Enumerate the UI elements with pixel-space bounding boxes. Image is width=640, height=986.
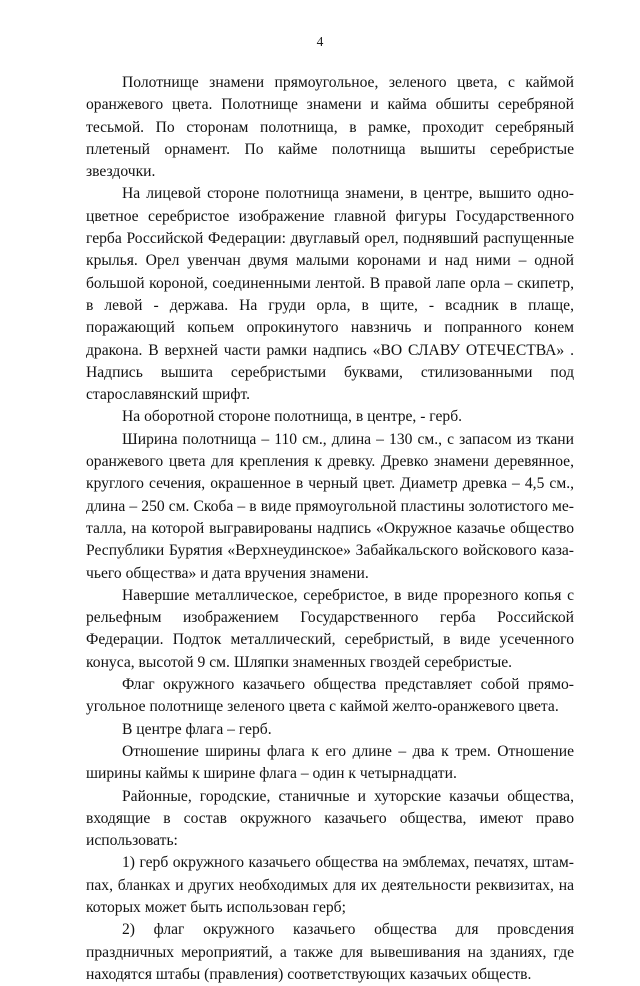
list-item-1: 1) герб окружного казачьего общества на эмблемах, печатях, штампах, бланках и других необходимых для их деятельности реквизитах, на которых может быть использован герб; bbox=[86, 854, 574, 916]
document-body bbox=[86, 72, 574, 986]
paragraph-front-side: На лицевой стороне полотнища знамени, в центре, вышито одноцветное серебристое изображение главной фигуры Государственного герба Российской Федерации: двуглавый орел, поднявший распущенные крылья. Орел увенчан двумя малыми коронами и над ними – одной большой короной, соединенными лентой. В правой лапе орла – скипетр, в левой - держава. На груди орла, в щите, - всадник в плаще, поражающий копьем опрокинутого навзничь и попранного конем дракона. В верхней части рамки надпись «ВО СЛАВУ ОТЕЧЕСТВА» . Надпись вышита серебристыми буквами, стилизованными под старославянский шрифт. bbox=[86, 185, 574, 404]
paragraph-flag-center: В центре флага – герб. bbox=[122, 720, 272, 738]
paragraph-flag-description: Флаг окружного казачьего общества представляет собой прямоугольное полотнище зеленого цвета с каймой желто-оранжевого цвета. bbox=[86, 676, 574, 716]
paragraph-dimensions: Ширина полотнища – 110 см., длина – 130 см., с запасом из ткани оранжевого цвета для крепления к древку. Древко знамени деревянное, круглого сечения, окрашенное в черный цвет. Диаметр древка – 4,5 см., длина – 250 см. Скоба – в виде прямоугольной пластины золотистого металла, на которой выгравированы надпись «Окружное казачье общество Республики Бурятия «Верхнеудинское» Забайкальского войскового казачьего общества» и дата вручения знамени. bbox=[86, 430, 574, 582]
list-item-2: 2) флаг окружного казачьего общества для провсдения праздничных мероприятий, а также для вывешивания на зданиях, где находятся штабы (правления) соответствующих казачьих обществ. bbox=[86, 921, 574, 983]
paragraph-reverse-side: На оборотной стороне полотнища, в центре, - герб. bbox=[122, 408, 463, 426]
page-number: 4 bbox=[316, 34, 324, 49]
paragraph-rights-intro: Районные, городские, станичные и хуторские казачьи общества, входящие в состав окружного казачьего общества, имеют право использовать: bbox=[86, 787, 574, 850]
paragraph-finial: Навершие металлическое, серебристое, в виде прорезного копья с рельефным изображением Государственного герба Российской Федерации. Подток металлический, серебристый, в виде усеченного конуса, высотой 9 см. Шляпки знаменных гвоздей серебристые. bbox=[86, 586, 574, 671]
paragraph-flag-ratio: Отношение ширины флага к его длине – два к трем. Отношение ширины каймы к ширине флага – один к четырнадцати. bbox=[86, 742, 574, 783]
paragraph-banner-description: Полотнище знамени прямоугольное, зеленого цвета, с каймой оранжевого цвета. Полотнище знамени и кайма обшиты серебряной тесьмой. По сторонам полотнища, в рамке, проходит серебряный плетеный орнамент. По кайме полотнища вышиты серебристые звездочки. bbox=[86, 74, 574, 181]
